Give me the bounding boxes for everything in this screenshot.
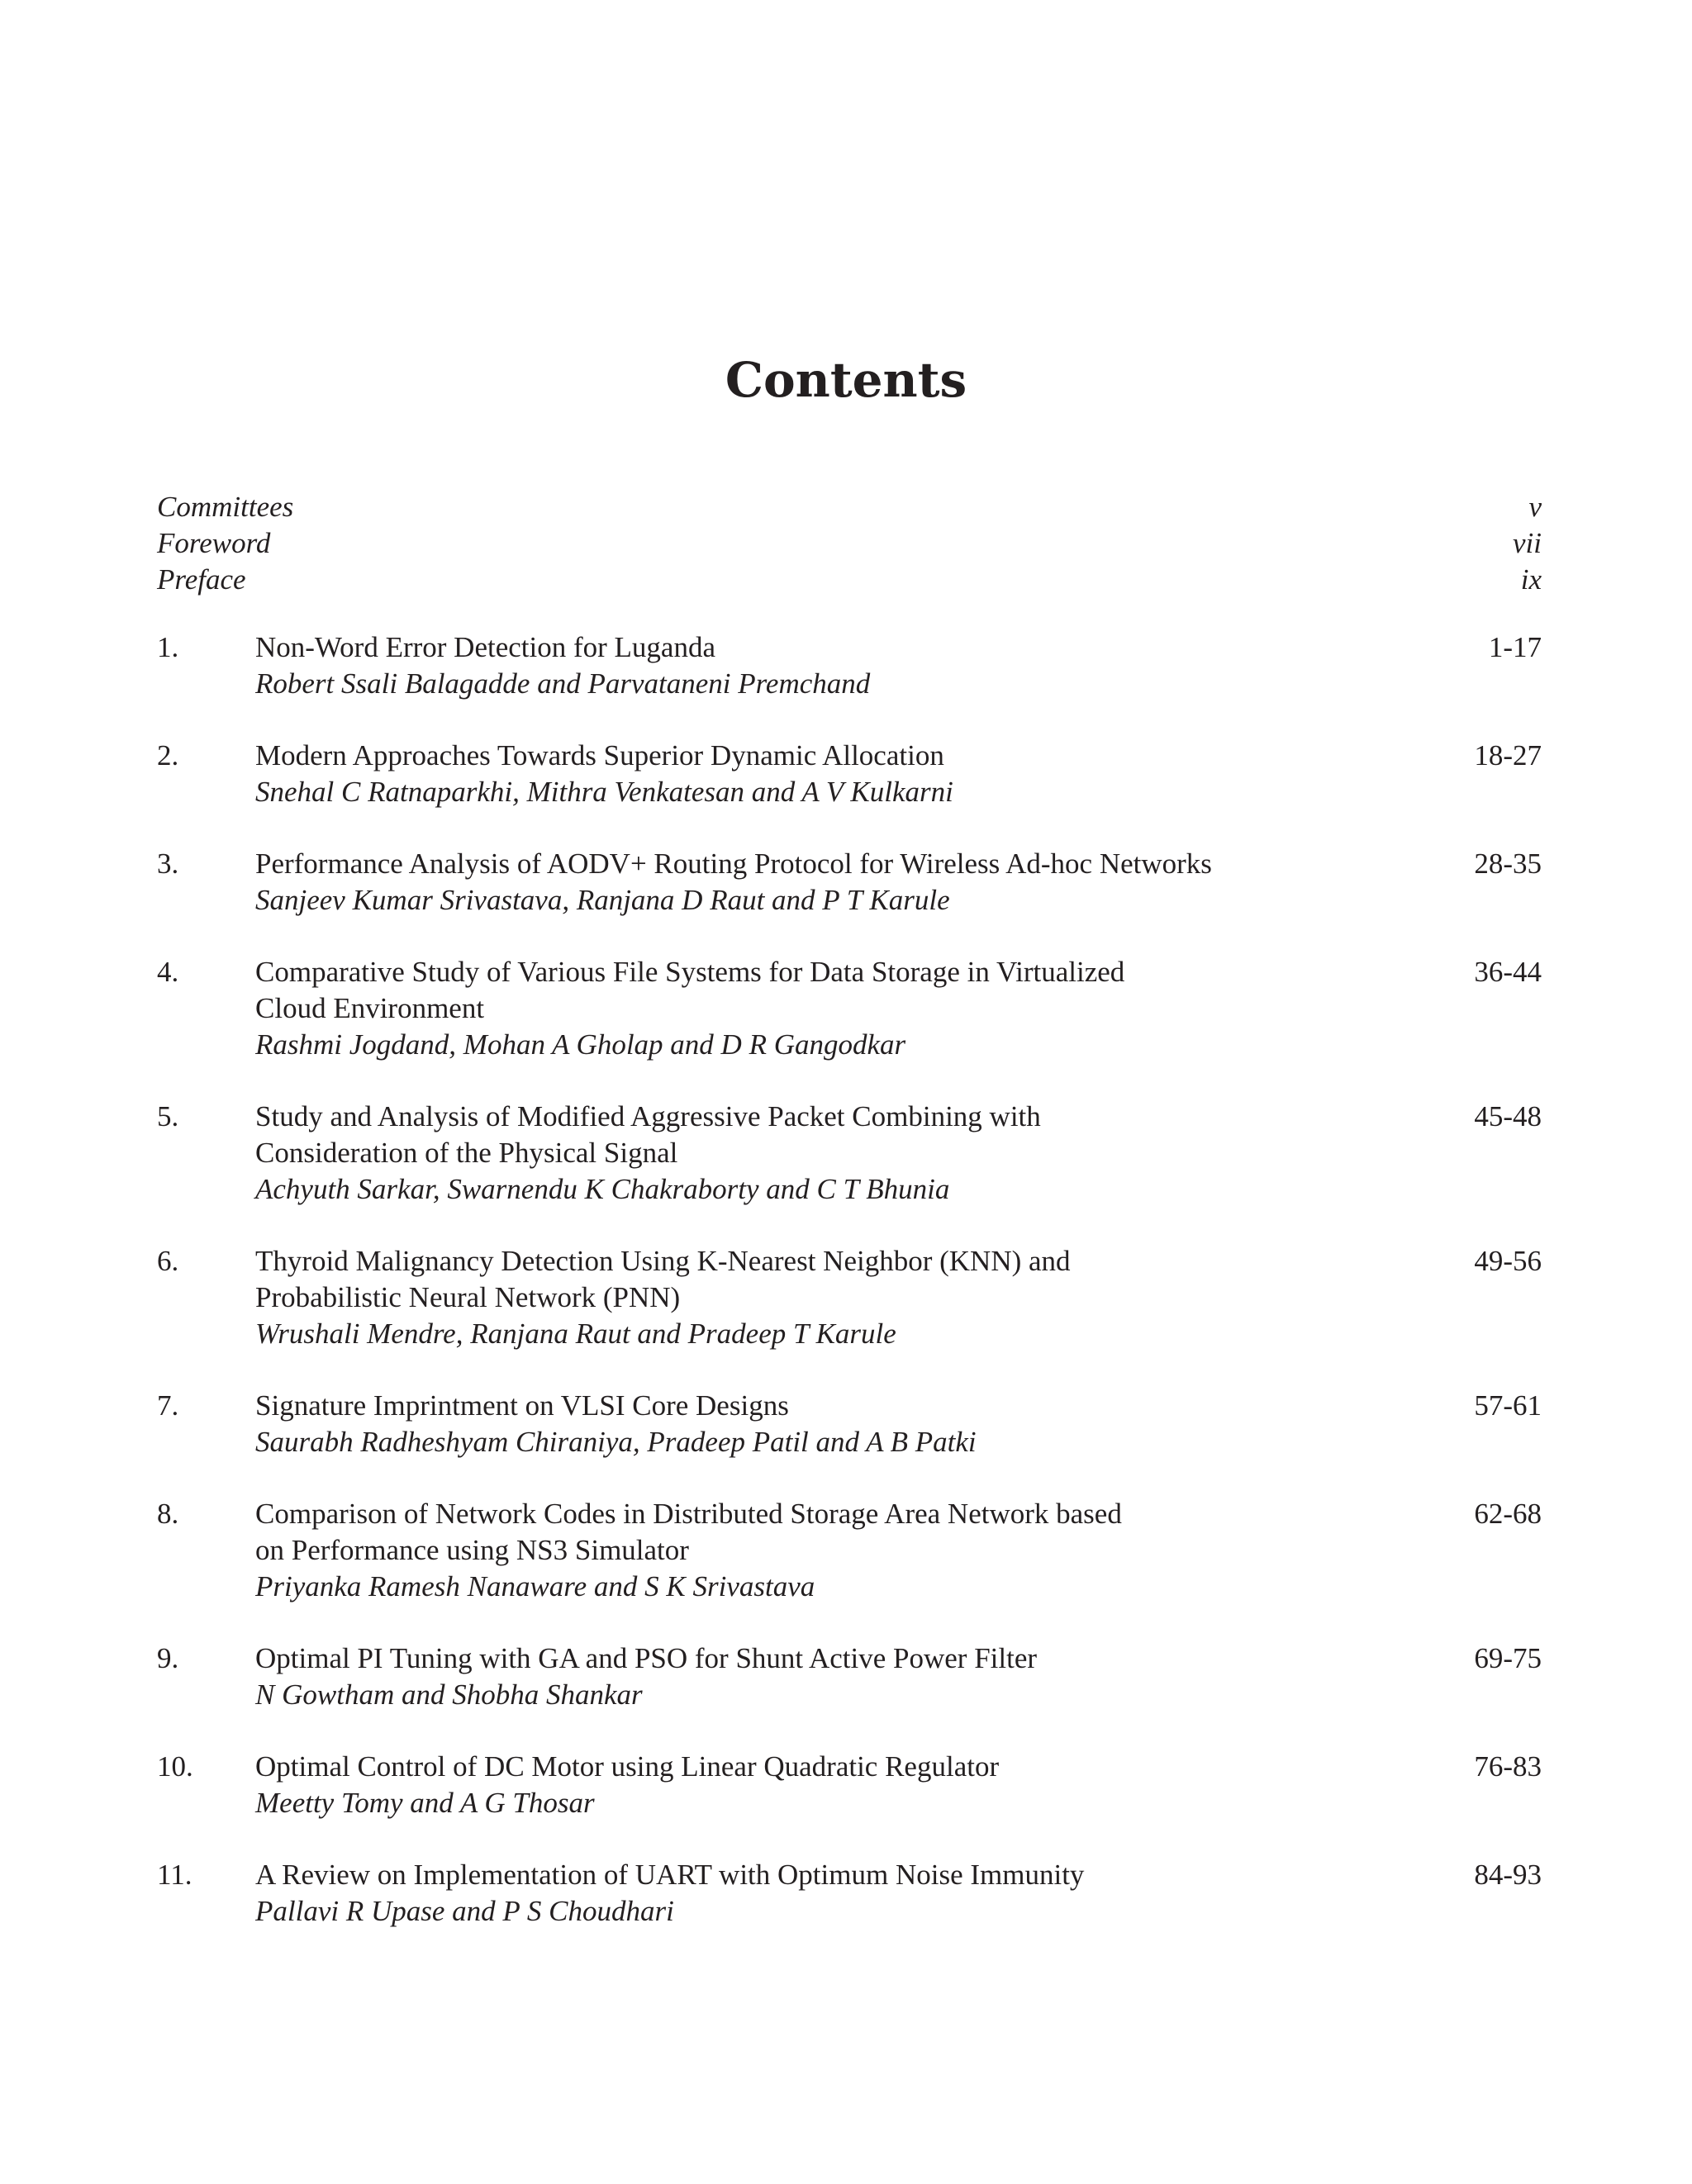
toc-entry-number: 6. bbox=[157, 1245, 179, 1277]
toc-entry-pages: 62-68 bbox=[1474, 1498, 1542, 1530]
toc-entry-10 bbox=[157, 1749, 1542, 1821]
toc-entry-title: Comparative Study of Various File Systems for Data Storage in Virtualized Cloud Environment bbox=[255, 956, 1125, 1024]
toc-entry-authors: Pallavi R Upase and P S Choudhari bbox=[255, 1895, 674, 1927]
toc-entry-body bbox=[255, 954, 1360, 1063]
toc-entry-pages: 45-48 bbox=[1474, 1100, 1542, 1132]
front-matter-item-preface bbox=[157, 562, 1542, 598]
toc-entry-body bbox=[255, 1496, 1360, 1605]
toc-entry-pages: 69-75 bbox=[1474, 1642, 1542, 1674]
toc-entry-number: 1. bbox=[157, 631, 179, 663]
toc-entry-authors: Saurabh Radheshyam Chiraniya, Pradeep Patil and A B Patki bbox=[255, 1426, 977, 1458]
front-matter-label: Preface bbox=[157, 563, 246, 596]
toc-entry-pages: 36-44 bbox=[1474, 956, 1542, 988]
toc-entry-pages: 18-27 bbox=[1474, 739, 1542, 772]
toc-entry-body bbox=[255, 629, 1360, 702]
toc-entry-number: 9. bbox=[157, 1642, 179, 1674]
front-matter-page: ix bbox=[1520, 563, 1542, 596]
toc-entry-title: Signature Imprintment on VLSI Core Designs bbox=[255, 1389, 789, 1422]
toc-entry-title: Thyroid Malignancy Detection Using K-Nearest Neighbor (KNN) and Probabilistic Neural Network (PNN) bbox=[255, 1245, 1071, 1313]
front-matter-label: Committees bbox=[157, 491, 294, 523]
toc-entry-number: 11. bbox=[157, 1859, 192, 1891]
toc-entry-authors: Rashmi Jogdand, Mohan A Gholap and D R Gangodkar bbox=[255, 1028, 906, 1061]
toc-entry-title: Optimal Control of DC Motor using Linear Quadratic Regulator bbox=[255, 1750, 1000, 1783]
toc-entry-8 bbox=[157, 1496, 1542, 1605]
toc-entry-body bbox=[255, 1749, 1360, 1821]
toc-entry-pages: 1-17 bbox=[1488, 631, 1542, 663]
toc-entry-body bbox=[255, 738, 1360, 810]
toc-entry-title: Comparison of Network Codes in Distributed Storage Area Network based on Performance using NS3 Simulator bbox=[255, 1498, 1122, 1566]
toc-entry-title: Study and Analysis of Modified Aggressive Packet Combining with Consideration of the Physical Signal bbox=[255, 1100, 1041, 1169]
toc-entry-body bbox=[255, 1640, 1360, 1713]
toc-entry-number: 8. bbox=[157, 1498, 179, 1530]
toc-entry-5 bbox=[157, 1099, 1542, 1208]
toc-entry-1 bbox=[157, 629, 1542, 702]
toc-entry-body bbox=[255, 1099, 1360, 1208]
toc-entry-7 bbox=[157, 1388, 1542, 1460]
toc-entry-title: Non-Word Error Detection for Luganda bbox=[255, 631, 715, 663]
toc-entry-pages: 28-35 bbox=[1474, 847, 1542, 880]
toc-entry-number: 3. bbox=[157, 847, 179, 880]
page-title: Contents bbox=[725, 352, 967, 408]
toc-entry-authors: Meetty Tomy and A G Thosar bbox=[255, 1787, 595, 1819]
front-matter-item-foreword bbox=[157, 525, 1542, 562]
toc-entry-number: 4. bbox=[157, 956, 179, 988]
toc-entry-body bbox=[255, 846, 1360, 919]
toc-entry-number: 2. bbox=[157, 739, 179, 772]
toc-entry-pages: 49-56 bbox=[1474, 1245, 1542, 1277]
toc-entry-11 bbox=[157, 1857, 1542, 1930]
toc-entry-2 bbox=[157, 738, 1542, 810]
front-matter-list bbox=[157, 489, 1542, 598]
toc-entry-number: 10. bbox=[157, 1750, 193, 1783]
toc-entry-pages: 76-83 bbox=[1474, 1750, 1542, 1783]
front-matter-label: Foreword bbox=[157, 527, 271, 559]
toc-entry-4 bbox=[157, 954, 1542, 1063]
toc-entry-title: A Review on Implementation of UART with Optimum Noise Immunity bbox=[255, 1859, 1085, 1891]
toc-entry-number: 7. bbox=[157, 1389, 179, 1422]
toc-entry-title: Performance Analysis of AODV+ Routing Protocol for Wireless Ad-hoc Networks bbox=[255, 847, 1212, 880]
toc-entry-number: 5. bbox=[157, 1100, 179, 1132]
toc-entry-body bbox=[255, 1388, 1360, 1460]
toc-entry-authors: Achyuth Sarkar, Swarnendu K Chakraborty and C T Bhunia bbox=[255, 1173, 950, 1205]
toc-entry-9 bbox=[157, 1640, 1542, 1713]
toc-entry-authors: Sanjeev Kumar Srivastava, Ranjana D Raut and P T Karule bbox=[255, 884, 950, 916]
toc-entry-title: Optimal PI Tuning with GA and PSO for Shunt Active Power Filter bbox=[255, 1642, 1038, 1674]
toc-entry-authors: Priyanka Ramesh Nanaware and S K Srivastava bbox=[255, 1570, 815, 1602]
toc-entry-body bbox=[255, 1857, 1360, 1930]
toc-entry-pages: 57-61 bbox=[1474, 1389, 1542, 1422]
toc-entry-6 bbox=[157, 1243, 1542, 1352]
front-matter-page: vii bbox=[1513, 527, 1542, 559]
front-matter-page: v bbox=[1528, 491, 1542, 523]
toc-entry-authors: N Gowtham and Shobha Shankar bbox=[255, 1678, 643, 1711]
toc-list bbox=[157, 629, 1542, 1965]
toc-entry-authors: Snehal C Ratnaparkhi, Mithra Venkatesan and A V Kulkarni bbox=[255, 776, 953, 808]
toc-entry-3 bbox=[157, 846, 1542, 919]
toc-entry-title: Modern Approaches Towards Superior Dynamic Allocation bbox=[255, 739, 944, 772]
toc-entry-authors: Wrushali Mendre, Ranjana Raut and Pradeep T Karule bbox=[255, 1318, 896, 1350]
toc-entry-authors: Robert Ssali Balagadde and Parvataneni Premchand bbox=[255, 667, 871, 700]
toc-entry-pages: 84-93 bbox=[1474, 1859, 1542, 1891]
front-matter-item-committees bbox=[157, 489, 1542, 525]
toc-entry-body bbox=[255, 1243, 1360, 1352]
